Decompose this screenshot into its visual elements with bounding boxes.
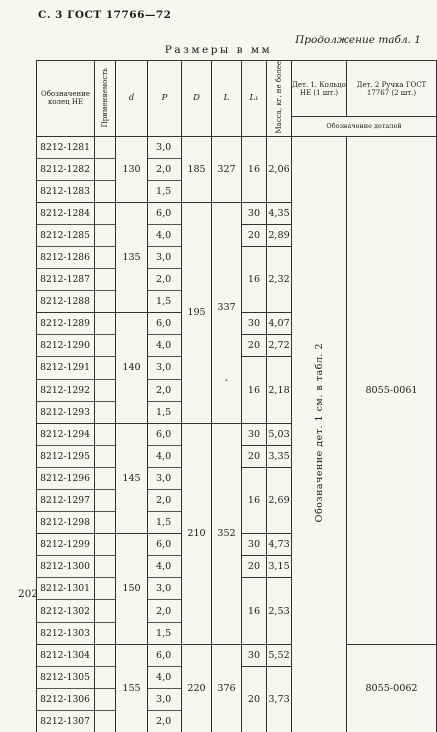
- cell-D: 210: [182, 423, 212, 644]
- cell-p: 2,0: [148, 158, 182, 180]
- cell-code: 8212-1287: [37, 269, 95, 291]
- cell-d: 130: [116, 136, 148, 202]
- cell-mass: 2,06: [267, 136, 292, 202]
- cell-mass: 2,18: [267, 357, 292, 423]
- cell-code: 8212-1305: [37, 666, 95, 688]
- cell-code: 8212-1288: [37, 291, 95, 313]
- cell-p: 3,0: [148, 467, 182, 489]
- cell-mass: 2,32: [267, 246, 292, 312]
- cell-applicability: [95, 313, 116, 335]
- cell-code: 8212-1293: [37, 401, 95, 423]
- cell-applicability: [95, 379, 116, 401]
- cell-p: 1,5: [148, 291, 182, 313]
- cell-applicability: [95, 335, 116, 357]
- cell-L1: 20: [242, 556, 267, 578]
- cell-L1: 20: [242, 445, 267, 467]
- cell-applicability: [95, 688, 116, 710]
- page-header: С. 3 ГОСТ 17766—72: [38, 9, 172, 21]
- cell-mass: 4,07: [267, 313, 292, 335]
- dimensions-table: [36, 60, 437, 732]
- cell-p: 1,5: [148, 512, 182, 534]
- cell-code: 8212-1292: [37, 379, 95, 401]
- col-header-D: D: [182, 61, 212, 137]
- cell-code: 8212-1283: [37, 180, 95, 202]
- cell-det1-note: [292, 136, 347, 732]
- cell-code: 8212-1300: [37, 556, 95, 578]
- cell-p: 3,0: [148, 357, 182, 379]
- cell-p: 2,0: [148, 379, 182, 401]
- cell-L: 337 -: [212, 202, 242, 423]
- col-header-parts: Обозначение деталей: [292, 117, 437, 136]
- cell-applicability: [95, 467, 116, 489]
- cell-p: 2,0: [148, 710, 182, 732]
- cell-applicability: [95, 556, 116, 578]
- cell-L: 352: [212, 423, 242, 644]
- cell-p: 1,5: [148, 401, 182, 423]
- cell-L1: 20: [242, 335, 267, 357]
- cell-p: 3,0: [148, 578, 182, 600]
- cell-p: 6,0: [148, 644, 182, 666]
- cell-mass: 2,69: [267, 467, 292, 533]
- cell-p: 2,0: [148, 600, 182, 622]
- cell-L1: 30: [242, 313, 267, 335]
- cell-d: 135: [116, 202, 148, 312]
- cell-code: 8212-1301: [37, 578, 95, 600]
- cell-applicability: [95, 578, 116, 600]
- cell-p: 6,0: [148, 313, 182, 335]
- cell-L1: 16: [242, 467, 267, 533]
- col-header-L1: L₁: [242, 61, 267, 137]
- cell-applicability: [95, 534, 116, 556]
- cell-p: 3,0: [148, 688, 182, 710]
- cell-applicability: [95, 666, 116, 688]
- cell-applicability: [95, 269, 116, 291]
- cell-L1: 30: [242, 534, 267, 556]
- table-row: [37, 644, 437, 666]
- cell-p: 4,0: [148, 556, 182, 578]
- cell-det2: 8055-0062: [347, 644, 437, 732]
- dash-mark: -: [224, 374, 229, 386]
- cell-det2: 8055-0061: [347, 136, 437, 644]
- table-body: [37, 136, 437, 732]
- cell-p: 2,0: [148, 490, 182, 512]
- cell-code: 8212-1307: [37, 710, 95, 732]
- cell-L1: 16: [242, 246, 267, 312]
- cell-applicability: [95, 158, 116, 180]
- cell-code: 8212-1297: [37, 490, 95, 512]
- cell-applicability: [95, 600, 116, 622]
- cell-mass: 4,35: [267, 202, 292, 224]
- cell-L1: 16: [242, 357, 267, 423]
- col-header-p: P: [148, 61, 182, 137]
- cell-applicability: [95, 512, 116, 534]
- cell-p: 4,0: [148, 335, 182, 357]
- col-header-d: d: [116, 61, 148, 137]
- cell-p: 4,0: [148, 666, 182, 688]
- cell-mass: 3,15: [267, 556, 292, 578]
- cell-d: 140: [116, 313, 148, 423]
- cell-p: 2,0: [148, 269, 182, 291]
- cell-code: 8212-1289: [37, 313, 95, 335]
- cell-D: 185: [182, 136, 212, 202]
- cell-L1: 16: [242, 578, 267, 644]
- cell-applicability: [95, 224, 116, 246]
- cell-mass: 2,53: [267, 578, 292, 644]
- page-number: 202: [18, 588, 39, 600]
- units-caption: Размеры в мм: [164, 44, 273, 56]
- cell-code: 8212-1299: [37, 534, 95, 556]
- cell-p: 6,0: [148, 202, 182, 224]
- cell-p: 4,0: [148, 445, 182, 467]
- cell-p: 6,0: [148, 534, 182, 556]
- cell-applicability: [95, 622, 116, 644]
- cell-code: 8212-1290: [37, 335, 95, 357]
- cell-applicability: [95, 136, 116, 158]
- cell-p: 6,0: [148, 423, 182, 445]
- cell-applicability: [95, 401, 116, 423]
- col-header-det2: Дет. 2 Ручка ГОСТ 17767 (2 шт.): [347, 61, 437, 117]
- cell-applicability: [95, 710, 116, 732]
- cell-D: 220: [182, 644, 212, 732]
- cell-code: 8212-1298: [37, 512, 95, 534]
- col-header-mass: Масса, кг, не более: [267, 61, 292, 137]
- cell-L1: 30: [242, 202, 267, 224]
- cell-code: 8212-1294: [37, 423, 95, 445]
- cell-mass: 3,35: [267, 445, 292, 467]
- col-header-det1: Дет. 1. Кольцо НЕ (1 шт.): [292, 61, 347, 117]
- cell-code: 8212-1306: [37, 688, 95, 710]
- cell-code: 8212-1302: [37, 600, 95, 622]
- cell-code: 8212-1295: [37, 445, 95, 467]
- cell-L1: 30: [242, 644, 267, 666]
- cell-code: 8212-1304: [37, 644, 95, 666]
- col-header-L: L: [212, 61, 242, 137]
- cell-code: 8212-1291: [37, 357, 95, 379]
- table-row: [37, 136, 437, 158]
- cell-d: 150: [116, 534, 148, 644]
- cell-code: 8212-1284: [37, 202, 95, 224]
- col-header-code: Обозначение колец НЕ: [37, 61, 95, 137]
- cell-d: 145: [116, 423, 148, 533]
- cell-p: 1,5: [148, 622, 182, 644]
- cell-code: 8212-1285: [37, 224, 95, 246]
- cell-applicability: [95, 644, 116, 666]
- cell-L: 327: [212, 136, 242, 202]
- cell-code: 8212-1296: [37, 467, 95, 489]
- cell-applicability: [95, 246, 116, 268]
- cell-L1: 20: [242, 666, 267, 732]
- cell-code: 8212-1286: [37, 246, 95, 268]
- cell-mass: 3,73: [267, 666, 292, 732]
- cell-mass: 5,52: [267, 644, 292, 666]
- cell-code: 8212-1282: [37, 158, 95, 180]
- cell-code: 8212-1303: [37, 622, 95, 644]
- cell-applicability: [95, 490, 116, 512]
- cell-L1: 20: [242, 224, 267, 246]
- cell-p: 4,0: [148, 224, 182, 246]
- cell-p: 1,5: [148, 180, 182, 202]
- cell-mass: 2,72: [267, 335, 292, 357]
- cell-p: 3,0: [148, 136, 182, 158]
- cell-applicability: [95, 180, 116, 202]
- cell-L1: 16: [242, 136, 267, 202]
- cell-applicability: [95, 202, 116, 224]
- cell-applicability: [95, 445, 116, 467]
- col-header-applicability: Применяемость: [95, 61, 116, 137]
- cell-mass: 4,73: [267, 534, 292, 556]
- cell-L: 376: [212, 644, 242, 732]
- cell-D: 195: [182, 202, 212, 423]
- det1-note-text: Обозначение дет. 1 см. в табл. 2: [313, 343, 325, 523]
- cell-applicability: [95, 291, 116, 313]
- cell-applicability: [95, 423, 116, 445]
- cell-L1: 30: [242, 423, 267, 445]
- table-continuation: Продолжение табл. 1: [295, 34, 421, 46]
- cell-applicability: [95, 357, 116, 379]
- cell-mass: 2,89: [267, 224, 292, 246]
- cell-p: 3,0: [148, 246, 182, 268]
- cell-d: 155: [116, 644, 148, 732]
- cell-mass: 5,03: [267, 423, 292, 445]
- cell-code: 8212-1281: [37, 136, 95, 158]
